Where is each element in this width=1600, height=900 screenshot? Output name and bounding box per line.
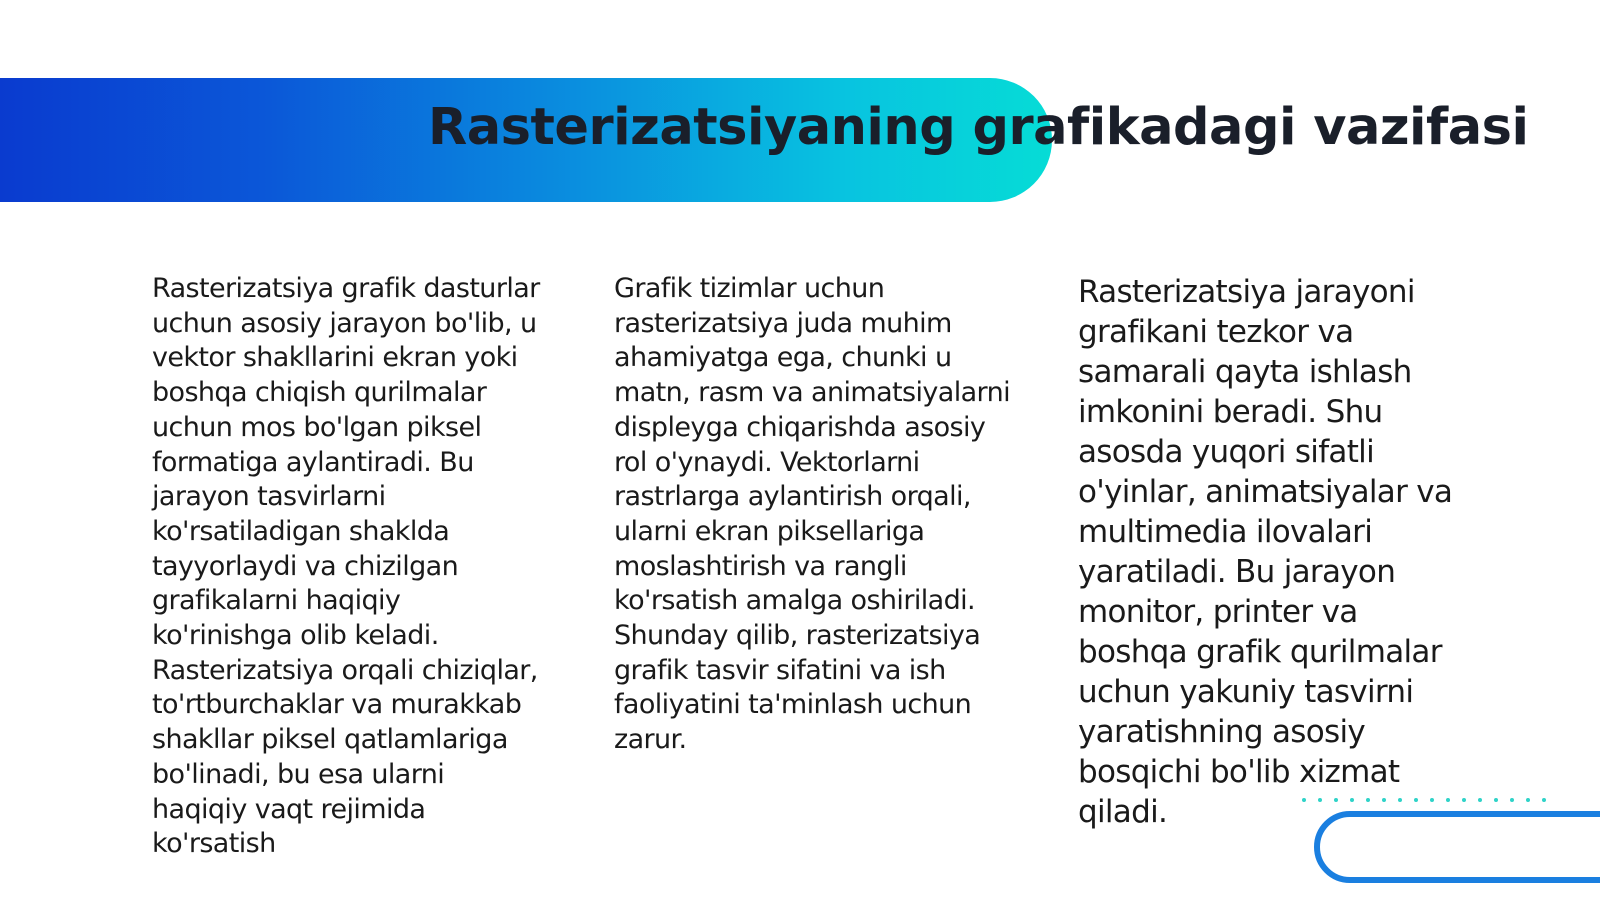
- text-column-3: Rasterizatsiya jarayoni grafikani tezkor va samarali qayta ishlash imkonini beradi. Shu asosda yuqori sifatli o'yinlar, animatsiyalar va multimedia ilovalari yaratiladi. Bu jarayon monitor, printer va boshqa grafik qurilmalar uchun yakuniy tasvirni yaratishning asosiy bosqichi bo'lib xizmat qiladi.: [1078, 274, 1453, 830]
- decorative-dotted-line: [1302, 798, 1546, 802]
- text-column-1: Rasterizatsiya grafik dasturlar uchun asosiy jarayon bo'lib, u vektor shakllarini ekran yoki boshqa chiqish qurilmalar uchun mos bo'lgan piksel formatiga aylantiradi. Bu jarayon tasvirlarni ko'rsatiladigan shaklda tayyorlaydi va chizilgan grafikalarni haqiqiy ko'rinishga olib keladi. Rasterizatsiya orqali chiziqlar, to'rtburchaklar va murakkab shakllar piksel qatlamlariga bo'linadi, bu esa ularni haqiqiy vaqt rejimida ko'rsatish: [152, 273, 540, 860]
- slide-title: Rasterizatsiyaning grafikadagi vazifasi: [428, 98, 1529, 157]
- text-column-2: Grafik tizimlar uchun rasterizatsiya juda muhim ahamiyatga ega, chunki u matn, rasm va animatsiyalarni displeyga chiqarishda asosiy rol o'ynaydi. Vektorlarni rastrlarga aylantirish orqali, ularni ekran piksellariga moslashtirish va rangli ko'rsatish amalga oshiriladi. Shunday qilib, rasterizatsiya grafik tasvir sifatini va ish faoliyatini ta'minlash uchun zarur.: [614, 273, 1010, 756]
- decorative-rounded-line: [1317, 814, 1600, 880]
- decorative-corner-graphic: [1300, 790, 1600, 890]
